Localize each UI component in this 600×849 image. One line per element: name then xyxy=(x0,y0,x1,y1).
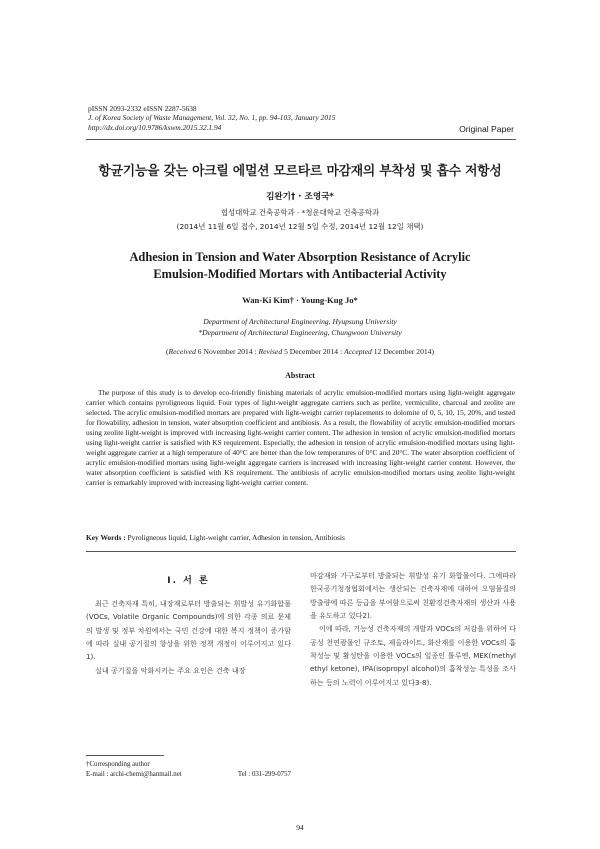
paragraph: 최근 건축자재 특히, 내장재로부터 방출되는 휘발성 유기화합물(VOCs, Volatile Organic Compounds)에 의한 각종 의료 문제의 발생 및 정부 차원에서는 국민 건강에 대한 복지 정책이 증가함에 따라 실내 공기질의 향상을 위한 정책 개정이 이루어지고 있다1). xyxy=(86,599,291,662)
affiliation-1: Department of Architectural Engineering, Hyupsung University xyxy=(203,317,397,326)
footnote xyxy=(86,760,291,779)
english-affiliations xyxy=(60,316,540,338)
received-label: Received xyxy=(168,347,196,356)
tel-text: Tel : 031-299-0757 xyxy=(237,770,291,778)
english-authors: Wan-Ki Kim† · Young-Kug Jo* xyxy=(242,295,358,305)
abstract-divider xyxy=(86,551,516,552)
footnote-divider xyxy=(86,755,164,756)
header-divider xyxy=(86,139,516,140)
doi-link[interactable]: http://dx.doi.org/10.9786/kswm.2015.32.1.94 xyxy=(88,122,222,132)
keywords-text: Pyroligneous liquid, Light-weight carrier, Adhesion in tension, Antibiosis xyxy=(127,533,345,542)
abstract-heading: Abstract xyxy=(285,371,315,380)
english-title-line-2: Emulsion-Modified Mortars with Antibacterial Activity xyxy=(153,266,447,281)
paragraph: 마감재와 가구로부터 방출되는 휘발성 유기 화합물이다. 그에따라 한국공기청정협회에서는 생산되는 건축자재에 대하여 오염물질의 방출량에 따른 등급을 부여함으로써 친환경건축자재의 생산과 사용을 유도하고 있다2). xyxy=(310,571,516,621)
received-date: 6 November 2014 : xyxy=(195,347,259,356)
accepted-date: 12 December 2014) xyxy=(371,347,435,356)
korean-dates: (2014년 11월 6일 접수, 2014년 12월 5일 수정, 2014년 12월 12일 채택) xyxy=(176,222,424,231)
accepted-label: Accepted xyxy=(343,347,372,356)
korean-affiliation: 협성대학교 건축공학과 · *청운대학교 건축공학과 xyxy=(220,208,380,217)
body-column-right xyxy=(310,569,516,689)
korean-authors: 김완기† · 조영국* xyxy=(266,192,334,202)
keywords-label: Key Words : xyxy=(86,533,128,542)
paper-type-label: Original Paper xyxy=(459,124,514,134)
paragraph: 이에 따라, 기능성 건축자재의 개발과 VOCs의 저감을 위하여 다공성 천연광물인 규조토, 제올라이트, 화산재를 이용한 VOCs의 흡착성능 및 활성탄을 이용한 VOCs의 일종인 톨루엔, MEK(methyl ethyl ketone), IPA(isopropyl alcohol)의 흡착성능 특성을 조사하는 등의 노력이 이루어지고 있다3-8). xyxy=(310,624,516,687)
affiliation-2: *Department of Architectural Engineering, Chungwoon University xyxy=(198,328,402,337)
journal-header xyxy=(88,104,335,132)
abstract-body: The purpose of this study is to develop eco-friendly finishing materials of acrylic emulsion-modified mortars using light-weight aggregate carrier which contains pyroligneous liquid. Four types of light-weight aggregate carriers such as perlite, vermiculite, charcoal and zeolite are selected. The acrylic emulsion-modified mortars are prepared with light-weight carrier replacements to dolomite of 0, 5, 10, 15, 20%, and tested for flowability, adhesion in tension, water absorption coefficient and antibiosis. As a result, the flowability of acrylic emulsion-modified mortars using zeolite light-weight is improved with increasing light-weight carrier content. The adhesion in tension of acrylic emulsion-modified mortars using light-weight carrier is satisfied with KS requirement. Especially, the adhesion in tension of acrylic emulsion-modified mortars using light-weight aggregate carrier at a high temperature of 40°C are better than the low temperatures of 0°C and 20°C. The water absorption coefficient of acrylic emulsion-modified mortars using light-weight aggregate carriers is increased with increasing light-weight carrier content. However, the water absorption coefficient is satisfied with KS requirement. The antibiosis of acrylic emulsion-modified mortars using zeolite light-weight carrier is remarkably improved with increasing light-weight carrier content. xyxy=(86,388,515,488)
keywords xyxy=(86,533,516,542)
revised-label: Revised xyxy=(258,347,283,356)
english-dates: (Received 6 November 2014 : Revised 5 December 2014 : Accepted 12 December 2014) xyxy=(165,347,435,356)
corresponding-author-label: †Corresponding author xyxy=(86,761,150,768)
contact-row xyxy=(86,770,291,780)
korean-title: 항균기능을 갖는 아크릴 에멀션 모르타르 마감재의 부착성 및 흡수 저항성 xyxy=(98,164,502,179)
english-title xyxy=(60,249,540,282)
revised-date: 5 December 2014 : xyxy=(282,347,344,356)
body-column-left xyxy=(86,597,291,677)
section-heading-introduction: I. 서 론 xyxy=(167,576,210,586)
email-text: E-mail : archi-chemi@hanmail.net xyxy=(86,770,182,778)
page-number: 94 xyxy=(296,823,304,832)
paragraph: 실내 공기질을 악화시키는 주요 요인은 건축 내장 xyxy=(95,665,246,675)
journal-citation: J. of Korea Society of Waste Management, Vol. 32, No. 1, pp. 94-103, January 2015 xyxy=(88,113,336,123)
issn-line: pISSN 2093-2332 eISSN 2287-5638 xyxy=(88,104,197,113)
english-title-line-1: Adhesion in Tension and Water Absorption Resistance of Acrylic xyxy=(129,250,471,264)
